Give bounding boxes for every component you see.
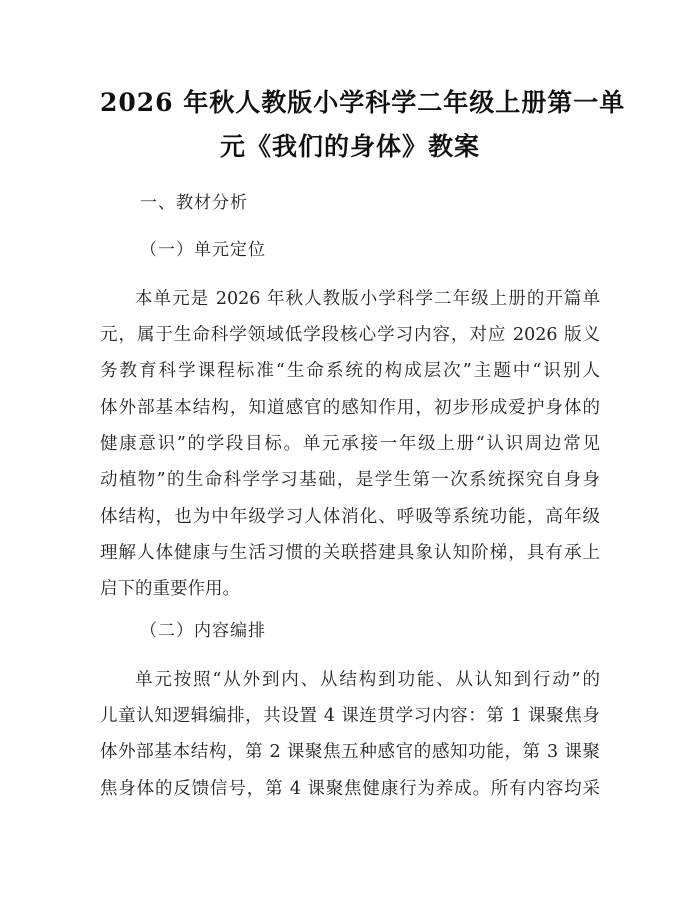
document-title-line-1: 2026 年秋人教版小学科学二年级上册第一单 bbox=[100, 88, 626, 117]
paragraph-1-line: 体结构，也为中年级学习人体消化、呼吸等系统功能，高年级 bbox=[100, 507, 600, 527]
paragraph-2-line: 儿童认知逻辑编排，共设置 4 课连贯学习内容：第 1 课聚焦身 bbox=[100, 706, 600, 726]
paragraph-2-line: 体外部基本结构，第 2 课聚焦五种感官的感知功能，第 3 课聚 bbox=[100, 742, 600, 762]
paragraph-2-line: 单元按照“从外到内、从结构到功能、从认知到行动”的 bbox=[135, 670, 600, 690]
paragraph-1-line: 元，属于生命科学领域低学段核心学习内容，对应 2026 版义 bbox=[100, 325, 600, 345]
paragraph-1-line: 健康意识”的学段目标。单元承接一年级上册“认识周边常见 bbox=[100, 434, 600, 454]
paragraph-1-line: 体外部基本结构，知道感官的感知作用，初步形成爱护身体的 bbox=[100, 398, 600, 418]
paragraph-1-line: 务教育科学课程标准“生命系统的构成层次”主题中“识别人 bbox=[100, 361, 600, 381]
paragraph-1-line: 本单元是 2026 年秋人教版小学科学二年级上册的开篇单 bbox=[135, 289, 600, 309]
subsection-heading-unit-positioning: （一）单元定位 bbox=[140, 240, 266, 260]
paragraph-2-line: 焦身体的反馈信号，第 4 课聚焦健康行为养成。所有内容均采 bbox=[100, 779, 600, 799]
paragraph-1-line: 启下的重要作用。 bbox=[100, 579, 240, 599]
paragraph-1-line: 理解人体健康与生活习惯的关联搭建具象认知阶梯，具有承上 bbox=[100, 543, 600, 563]
section-heading-teaching-material-analysis: 一、教材分析 bbox=[140, 193, 248, 213]
document-title-line-2: 元《我们的身体》教案 bbox=[219, 132, 480, 161]
subsection-heading-content-arrangement: （二）内容编排 bbox=[140, 621, 266, 641]
paragraph-1-line: 动植物”的生命科学学习基础，是学生第一次系统探究自身身 bbox=[100, 470, 600, 490]
